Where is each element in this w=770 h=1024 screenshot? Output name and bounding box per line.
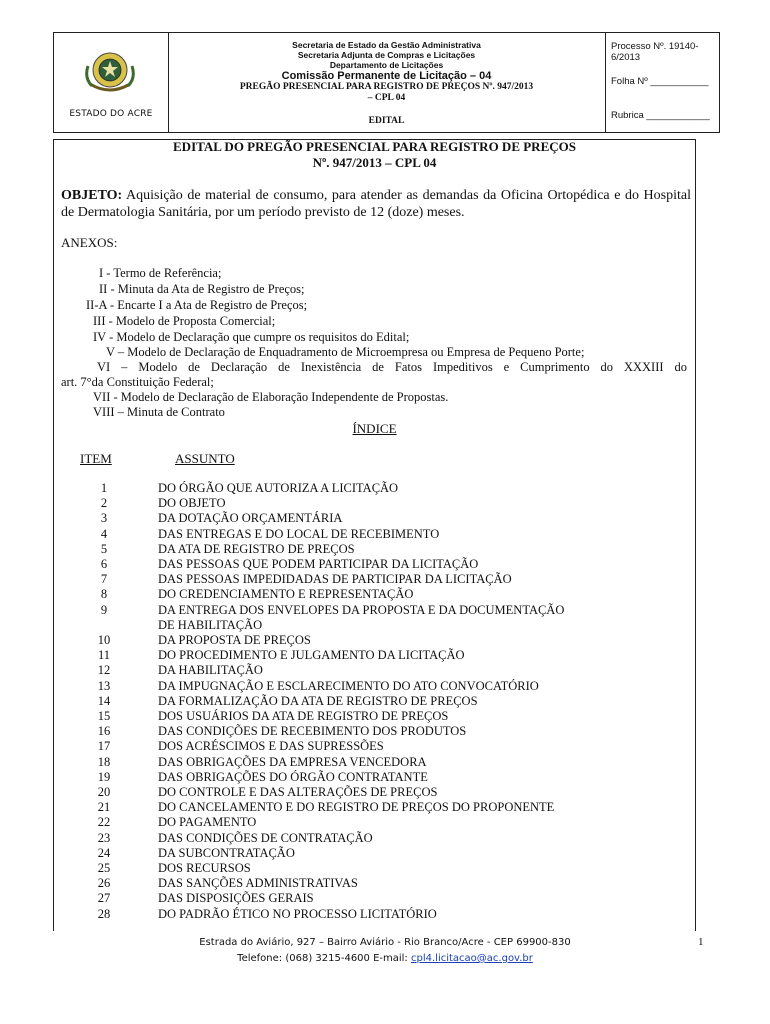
index-item-number: 17 [97,739,111,754]
state-coat-of-arms-icon [84,48,136,98]
index-item-number: 11 [97,648,111,663]
page-number: 1 [698,936,704,948]
document-header [53,32,720,133]
index-row [0,648,770,663]
index-row [0,861,770,876]
index-item-number: 12 [97,663,111,678]
annex-item: III - Modelo de Proposta Comercial; [93,314,276,328]
index-row [0,755,770,770]
index-item-subject: DAS SANÇÕES ADMINISTRATIVAS [158,876,358,891]
state-label: ESTADO DO ACRE [69,109,153,119]
index-item-subject: DO OBJETO [158,496,226,511]
annex-item: II-A - Encarte I a Ata de Registro de Preços; [86,298,308,312]
index-item-number: 26 [97,876,111,891]
header-pregao-cpl: – CPL 04 [367,93,406,103]
header-line-2: Secretaria Adjunta de Compras e Licitações [297,50,476,60]
document-subtitle: Nº. 947/2013 – CPL 04 [312,155,437,170]
index-row [0,846,770,861]
rubrica-field: Rubrica ____________ [611,110,710,121]
index-item-subject: DA HABILITAÇÃO [158,663,263,678]
index-row [0,800,770,815]
footer-email-link[interactable]: cpl4.licitacao@ac.gov.br [411,953,533,964]
index-item-number: 1 [100,481,108,495]
index-item-subject: DA FORMALIZAÇÃO DA ATA DE REGISTRO DE PREÇOS [158,693,478,708]
index-item-number: 10 [97,633,111,647]
objeto-text: Aquisição de material de consumo, para atender as demandas da Oficina Ortopédica e do Hospital de Dermatologia Sanitária, por um período previsto de 12 (doze) meses. [61,188,691,220]
index-row [0,831,770,846]
index-item-number: 16 [97,724,111,739]
index-item-subject: DO CREDENCIAMENTO E REPRESENTAÇÃO [158,587,414,602]
index-item-number: 13 [97,678,111,693]
index-item-subject: DA PROPOSTA DE PREÇOS [158,633,311,647]
index-item-number: 19 [97,769,111,784]
index-col-assunto: ASSUNTO [175,451,235,466]
index-row [0,891,770,906]
annex-item: VIII – Minuta de Contrato [93,405,225,419]
index-item-subject: DOS RECURSOS [158,861,251,875]
index-item-number: 21 [97,800,111,815]
index-row [0,907,770,922]
header-line-3: Departamento de Licitações [329,60,444,70]
header-pregao: PREGÃO PRESENCIAL PARA REGISTRO DE PREÇOS Nº. 947/2013 [239,82,534,92]
annex-item: IV - Modelo de Declaração que cumpre os requisitos do Edital; [93,330,410,344]
index-item-subject: DAS PESSOAS QUE PODEM PARTICIPAR DA LICITAÇÃO [158,557,479,571]
index-row [0,785,770,800]
anexos-label: ANEXOS: [61,235,118,250]
index-item-number: 22 [97,815,111,830]
index-item-subject: DAS PESSOAS IMPEDIDADAS DE PARTICIPAR DA LICITAÇÃO [158,572,512,587]
index-row [0,709,770,724]
header-line-1: Secretaria de Estado da Gestão Administrativa [292,40,481,50]
annex-item: VII - Modelo de Declaração de Elaboração Independente de Propostas. [93,390,449,404]
index-row [0,815,770,830]
objeto-label: OBJETO: [61,188,123,203]
index-item-subject: DAS CONDIÇÕES DE CONTRATAÇÃO [158,830,373,845]
index-item-subject: DE HABILITAÇÃO [158,617,263,632]
index-item-number: 15 [97,709,111,723]
index-item-number: 2 [100,496,108,511]
index-item-subject: DOS USUÁRIOS DA ATA DE REGISTRO DE PREÇOS [158,709,449,723]
footer-phone: Telefone: (068) 3215-4600 E-mail: [237,953,408,964]
index-item-number: 9 [100,602,108,617]
annex-item: VI – Modelo de Declaração de Inexistência de Fatos Impeditivos e Cumprimento do XXXIII do [97,360,687,374]
index-row [0,603,770,618]
index-item-subject: DA SUBCONTRATAÇÃO [158,845,295,860]
index-item-subject: DO PROCEDIMENTO E JULGAMENTO DA LICITAÇÃO [158,648,465,663]
index-item-number: 25 [97,861,111,875]
index-row [0,542,770,557]
processo-number: Processo Nº. 19140-6/2013 [611,41,699,63]
index-item-subject: DAS OBRIGAÇÕES DO ÓRGÃO CONTRATANTE [158,769,428,784]
index-row [0,724,770,739]
index-row [0,739,770,754]
index-item-subject: DO PADRÃO ÉTICO NO PROCESSO LICITATÓRIO [158,906,437,921]
index-item-number: 7 [100,572,108,587]
index-item-number: 6 [100,557,108,571]
index-item-number: 24 [97,845,111,860]
index-item-subject: DAS ENTREGAS E DO LOCAL DE RECEBIMENTO [158,526,440,541]
index-item-subject: DA DOTAÇÃO ORÇAMENTÁRIA [158,511,343,526]
footer-contact [0,953,770,964]
index-item-subject: DA IMPUGNAÇÃO E ESCLARECIMENTO DO ATO CONVOCATÓRIO [158,678,539,693]
objeto-paragraph [61,187,691,221]
index-item-number: 28 [97,906,111,921]
annex-item: V – Modelo de Declaração de Enquadramento de Microempresa ou Empresa de Pequeno Porte; [106,345,585,359]
index-row [0,876,770,891]
annex-item-continued: art. 7°da Constituição Federal; [61,375,214,389]
index-row [0,587,770,602]
index-item-number: 3 [100,511,108,526]
annex-item: II - Minuta da Ata de Registro de Preços; [99,282,305,296]
index-item-number: 27 [97,891,111,906]
index-item-subject: DAS CONDIÇÕES DE RECEBIMENTO DOS PRODUTOS [158,724,467,739]
header-process-cell [605,33,719,132]
index-row [0,481,770,496]
index-row [0,663,770,678]
header-logo-cell [54,33,169,132]
index-item-subject: DAS OBRIGAÇÕES DA EMPRESA VENCEDORA [158,754,427,769]
index-item-subject: DA ENTREGA DOS ENVELOPES DA PROPOSTA E DA DOCUMENTAÇÃO [158,602,565,617]
footer-address: Estrada do Aviário, 927 – Bairro Aviário - Rio Branco/Acre - CEP 69900-830 [199,937,571,948]
header-edital: EDITAL [368,116,405,126]
index-row [0,572,770,587]
index-row [0,770,770,785]
annex-item: I - Termo de Referência; [99,266,222,280]
document-title: EDITAL DO PREGÃO PRESENCIAL PARA REGISTRO DE PREÇOS [173,139,576,154]
index-row [0,527,770,542]
index-item-number: 5 [100,541,108,556]
index-item-subject: DOS ACRÉSCIMOS E DAS SUPRESSÕES [158,739,384,754]
index-col-item: ITEM [80,451,112,466]
index-item-number: 20 [97,785,111,799]
index-item-subject: DO CONTROLE E DAS ALTERAÇÕES DE PREÇOS [158,785,438,799]
index-item-number: 14 [97,693,111,708]
index-row [0,618,770,633]
header-commission: Comissão Permanente de Licitação – 04 [281,70,492,82]
index-item-number: 8 [100,587,108,602]
index-item-subject: DO CANCELAMENTO E DO REGISTRO DE PREÇOS DO PROPONENTE [158,800,555,815]
index-row [0,557,770,572]
index-item-number: 4 [100,526,108,541]
index-heading: ÍNDICE [352,421,397,436]
index-item-subject: DO ÓRGÃO QUE AUTORIZA A LICITAÇÃO [158,481,399,495]
index-row [0,633,770,648]
index-item-subject: DAS DISPOSIÇÕES GERAIS [158,891,314,906]
index-item-subject: DO PAGAMENTO [158,815,257,830]
index-row [0,694,770,709]
index-row [0,511,770,526]
index-row [0,679,770,694]
index-item-number: 23 [97,830,111,845]
index-row [0,496,770,511]
index-item-subject: DA ATA DE REGISTRO DE PREÇOS [158,541,355,556]
index-item-number: 18 [97,754,111,769]
folha-field: Folha Nº ___________ [611,76,709,87]
header-title-cell [168,33,606,132]
